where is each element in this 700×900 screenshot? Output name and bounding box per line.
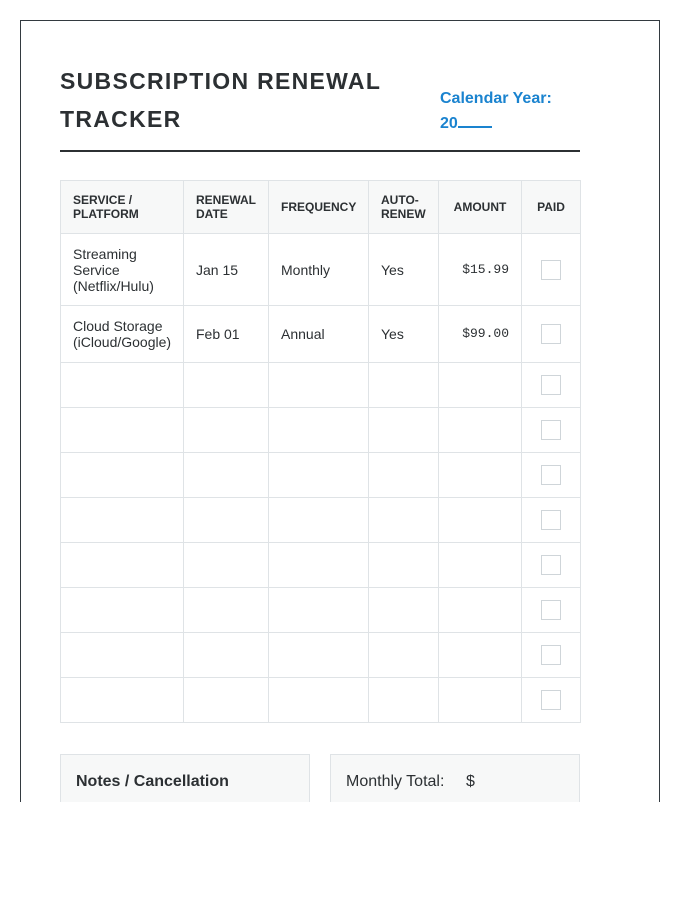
cell-auto-renew[interactable] (369, 408, 439, 453)
cell-service[interactable] (61, 588, 184, 633)
cell-paid (522, 588, 581, 633)
cell-frequency[interactable]: Monthly (269, 234, 369, 306)
cell-paid (522, 453, 581, 498)
table-row-empty (61, 633, 581, 678)
cell-frequency[interactable] (269, 498, 369, 543)
totals-box (330, 754, 580, 802)
cell-paid (522, 234, 581, 306)
year-blank-line (458, 112, 492, 128)
cell-amount[interactable] (439, 363, 522, 408)
cell-auto-renew[interactable] (369, 633, 439, 678)
cell-amount[interactable]: $15.99 (439, 234, 522, 306)
cell-service[interactable] (61, 363, 184, 408)
cell-amount[interactable] (439, 678, 522, 723)
cell-paid (522, 498, 581, 543)
table-row-empty (61, 363, 581, 408)
paid-checkbox[interactable] (541, 645, 561, 665)
cell-amount[interactable]: $99.00 (439, 306, 522, 363)
cell-frequency[interactable] (269, 543, 369, 588)
column-header-amount: AMOUNT (439, 181, 522, 234)
cell-renewal-date[interactable]: Feb 01 (184, 306, 269, 363)
paid-checkbox[interactable] (541, 465, 561, 485)
cell-frequency[interactable] (269, 588, 369, 633)
calendar-year-prefix: 20 (440, 115, 458, 132)
paid-checkbox[interactable] (541, 420, 561, 440)
cell-amount[interactable] (439, 408, 522, 453)
cell-renewal-date[interactable] (184, 588, 269, 633)
cell-frequency[interactable] (269, 453, 369, 498)
cell-frequency[interactable] (269, 678, 369, 723)
cell-frequency[interactable]: Annual (269, 306, 369, 363)
cell-service[interactable] (61, 408, 184, 453)
calendar-year-field[interactable] (440, 111, 580, 136)
table-row-empty (61, 408, 581, 453)
cell-auto-renew[interactable] (369, 453, 439, 498)
table-row-empty (61, 588, 581, 633)
cell-amount[interactable] (439, 543, 522, 588)
table-row-empty (61, 543, 581, 588)
cell-auto-renew[interactable]: Yes (369, 306, 439, 363)
column-header-paid: PAID (522, 181, 581, 234)
paid-checkbox[interactable] (541, 555, 561, 575)
cell-auto-renew[interactable] (369, 363, 439, 408)
cell-service[interactable] (61, 633, 184, 678)
paid-checkbox[interactable] (541, 260, 561, 280)
calendar-year (440, 86, 580, 136)
cell-frequency[interactable] (269, 363, 369, 408)
cell-auto-renew[interactable] (369, 678, 439, 723)
table-row-empty (61, 498, 581, 543)
cell-paid (522, 306, 581, 363)
cell-service[interactable] (61, 678, 184, 723)
table-row-empty (61, 678, 581, 723)
cell-paid (522, 543, 581, 588)
page-title: SUBSCRIPTION RENEWAL TRACKER (60, 68, 381, 132)
cell-auto-renew[interactable] (369, 498, 439, 543)
cell-renewal-date[interactable] (184, 408, 269, 453)
cell-amount[interactable] (439, 498, 522, 543)
cell-amount[interactable] (439, 453, 522, 498)
cell-auto-renew[interactable] (369, 588, 439, 633)
cell-service[interactable] (61, 543, 184, 588)
cell-paid (522, 408, 581, 453)
paid-checkbox[interactable] (541, 690, 561, 710)
column-header-frequency: FREQUENCY (269, 181, 369, 234)
table-header-row (61, 181, 581, 234)
cell-frequency[interactable] (269, 408, 369, 453)
paid-checkbox[interactable] (541, 600, 561, 620)
cell-paid (522, 678, 581, 723)
cell-amount[interactable] (439, 633, 522, 678)
paid-checkbox[interactable] (541, 324, 561, 344)
column-header-auto-renew: AUTO-RENEW (369, 181, 439, 234)
paid-checkbox[interactable] (541, 375, 561, 395)
notes-title: Notes / Cancellation (76, 773, 229, 790)
cell-renewal-date[interactable] (184, 633, 269, 678)
monthly-total-label: Monthly Total: (346, 773, 445, 790)
cell-service[interactable] (61, 498, 184, 543)
table-row-empty (61, 453, 581, 498)
cell-renewal-date[interactable] (184, 363, 269, 408)
monthly-total-currency[interactable]: $ (466, 773, 475, 790)
cell-paid (522, 363, 581, 408)
cell-service[interactable]: Streaming Service (Netflix/Hulu) (61, 234, 184, 306)
cell-renewal-date[interactable]: Jan 15 (184, 234, 269, 306)
cell-renewal-date[interactable] (184, 543, 269, 588)
cell-renewal-date[interactable] (184, 498, 269, 543)
cell-auto-renew[interactable] (369, 543, 439, 588)
cell-paid (522, 633, 581, 678)
column-header-renewal-date: RENEWAL DATE (184, 181, 269, 234)
cell-service[interactable] (61, 453, 184, 498)
column-header-service: SERVICE / PLATFORM (61, 181, 184, 234)
table-row (61, 306, 581, 363)
table-row (61, 234, 581, 306)
notes-box[interactable] (60, 754, 310, 802)
cell-amount[interactable] (439, 588, 522, 633)
cell-frequency[interactable] (269, 633, 369, 678)
cell-renewal-date[interactable] (184, 678, 269, 723)
header (60, 60, 580, 152)
cell-service[interactable]: Cloud Storage (iCloud/Google) (61, 306, 184, 363)
cell-auto-renew[interactable]: Yes (369, 234, 439, 306)
paid-checkbox[interactable] (541, 510, 561, 530)
cell-renewal-date[interactable] (184, 453, 269, 498)
subscription-table (60, 180, 581, 723)
calendar-year-label: Calendar Year: (440, 90, 552, 107)
